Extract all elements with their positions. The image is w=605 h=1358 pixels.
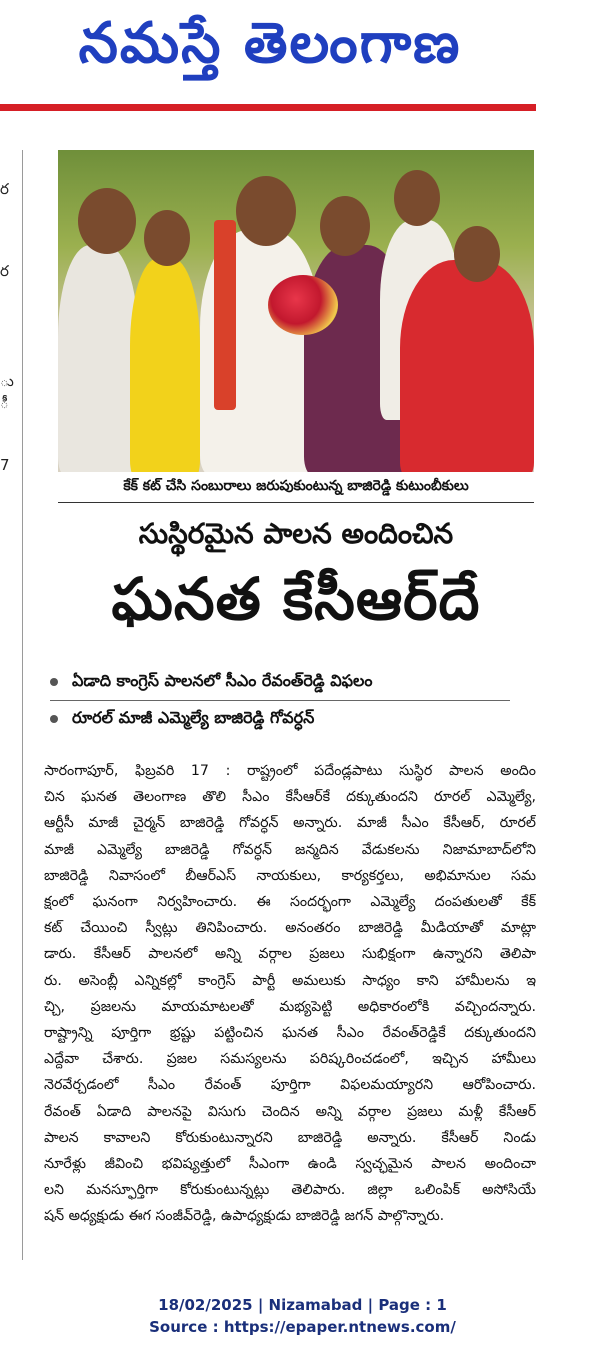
photo-person <box>400 260 534 472</box>
edge-fragment: 7 <box>0 456 10 474</box>
body-line: రు. అసెంబ్లీ ఎన్నికల్లో కాంగ్రెస్ పార్టీ అమలుకు సాధ్యం కాని హామీలను ఇ <box>44 972 536 989</box>
edge-fragment: ీ <box>0 394 9 412</box>
photo-person-head <box>144 210 190 266</box>
bouquet <box>268 275 338 335</box>
body-line: ఎద్దేవా చేశారు. ప్రజల సమస్యలను పరిష్కరించడంలో, ఇచ్చిన హామీలు <box>44 1051 536 1068</box>
body-line: షన్ అధ్యక్షుడు ఈగ సంజీవ్‌రెడ్డి, ఉపాధ్యక్షుడు బాజిరెడ్డి జగన్ పాల్గొన్నారు. <box>44 1208 445 1225</box>
bullet-item <box>50 701 520 737</box>
photo-person-head <box>78 188 136 254</box>
bullet-text: ఏడాది కాంగ్రెస్ పాలనలో సీఎం రేవంత్‌రెడ్డి విఫలం <box>72 670 373 690</box>
body-line: రాష్ట్రాన్ని పూర్తిగా భ్రష్టు పట్టించిన ఘనత సీఎం రేవంత్‌రెడ్డికే దక్కుతుందని <box>44 1025 536 1042</box>
body-line: బాజిరెడ్డి నివాసంలో బీఆర్‌ఎస్ నాయకులు, కార్యకర్తలు, అభిమానుల సమ <box>44 867 536 884</box>
footer-date-edition: 18/02/2025 | Nizamabad | Page : 1 <box>158 1296 447 1314</box>
footer <box>0 1294 605 1338</box>
body-line: నెరవేర్చడంలో సీఎం రేవంత్ పూర్తిగా విఫలమయ్యారని ఆరోపించారు. <box>44 1077 536 1094</box>
body-line: డారు. కేసీఆర్ పాలనలో అన్ని వర్గాల ప్రజలు సుభిక్షంగా ఉన్నారని తెలిపా <box>44 946 536 963</box>
body-line: పాలన కావాలని కోరుకుంటున్నారని బాజిరెడ్డి అన్నారు. కేసీఆర్ నిండు <box>44 1129 536 1146</box>
body-line: నూరేళ్లు జీవించి భవిష్యత్తులో సీఎంగా ఉండి స్వచ్ఛమైన పాలన అందించా <box>44 1156 536 1173</box>
body-line: సారంగాపూర్, ఫిబ్రవరి 17 : రాష్ట్రంలో పదేండ్లపాటు సుస్థిర పాలన అందిం <box>44 763 536 779</box>
body-line: చిన ఘనత తెలంగాణ తొలి సీఎం కేసీఆర్‌కే దక్కుతుందని రూరల్ ఎమ్మెల్యే, <box>44 789 536 806</box>
photo-person-head <box>394 170 440 226</box>
body-line: క్షంలో ఘనంగా నిర్వహించారు. ఈ సందర్భంగా ఎమ్మెల్యే దంపతులతో కేక్ <box>44 894 536 911</box>
body-line: రేవంత్ ఏడాది పాలనపై విసుగు చెందిన అన్ని వర్గాల ప్రజలు మళ్లీ కేసీఆర్ <box>44 1103 536 1120</box>
column-divider <box>22 150 23 1260</box>
article-body <box>44 758 536 1256</box>
article-headline: ఘనత కేసీఆర్‌దే <box>111 564 481 633</box>
bullet-text: రూరల్ మాజీ ఎమ్మెల్యే బాజిరెడ్డి గోవర్ధన్ <box>72 707 315 727</box>
photo-person <box>130 258 200 472</box>
caption-rule <box>58 502 534 503</box>
article-bullets <box>50 664 520 737</box>
masthead <box>0 0 540 100</box>
body-line: చ్చి, ప్రజలను మాయమాటలతో మభ్యపెట్టి అధికారంలోకి వచ్చిందన్నారు. <box>44 998 536 1015</box>
photo-person <box>58 245 138 472</box>
body-line: ఆర్టీసీ మాజీ చైర్మన్ బాజిరెడ్డి గోవర్ధన్ అన్నారు. మాజీ సీఎం కేసీఆర్, రూరల్ <box>44 815 536 832</box>
bullet-dot-icon <box>50 715 58 723</box>
body-line: కట్ చేయించి స్వీట్లు తినిపించారు. అనంతరం బాజిరెడ్డి మీడియాతో మాట్లా <box>44 920 536 937</box>
photo-shawl <box>214 220 236 410</box>
body-line: మాజీ ఎమ్మెల్యే బాజిరెడ్డి గోవర్ధన్ జన్మదిన వేడుకలను నిజామాబాద్‌లోని <box>44 841 536 858</box>
edge-fragment: ర <box>0 262 9 280</box>
photo-person-head <box>454 226 500 282</box>
bullet-item <box>50 664 520 700</box>
edge-fragment: ర <box>0 180 9 198</box>
body-line: లని మనస్ఫూర్తిగా కోరుకుంటున్నట్లు తెలిపారు. జిల్లా ఒలింపిక్ అసోసియే <box>44 1182 536 1199</box>
photo-person-head <box>320 196 370 256</box>
bullet-dot-icon <box>50 678 58 686</box>
footer-source[interactable]: Source : https://epaper.ntnews.com/ <box>149 1318 456 1336</box>
photo-person-head <box>236 176 296 246</box>
masthead-rule <box>0 104 536 111</box>
photo-caption: కేక్ కట్ చేసి సంబురాలు జరుపుకుంటున్న బాజిరెడ్డి కుటుంబీకులు <box>123 477 469 494</box>
news-photo <box>58 150 534 472</box>
article-kicker: సుస్థిరమైన పాలన అందించిన <box>138 517 454 550</box>
edge-fragment: ు <box>0 372 14 390</box>
masthead-title: నమస్తే తెలంగాణ <box>78 10 462 76</box>
